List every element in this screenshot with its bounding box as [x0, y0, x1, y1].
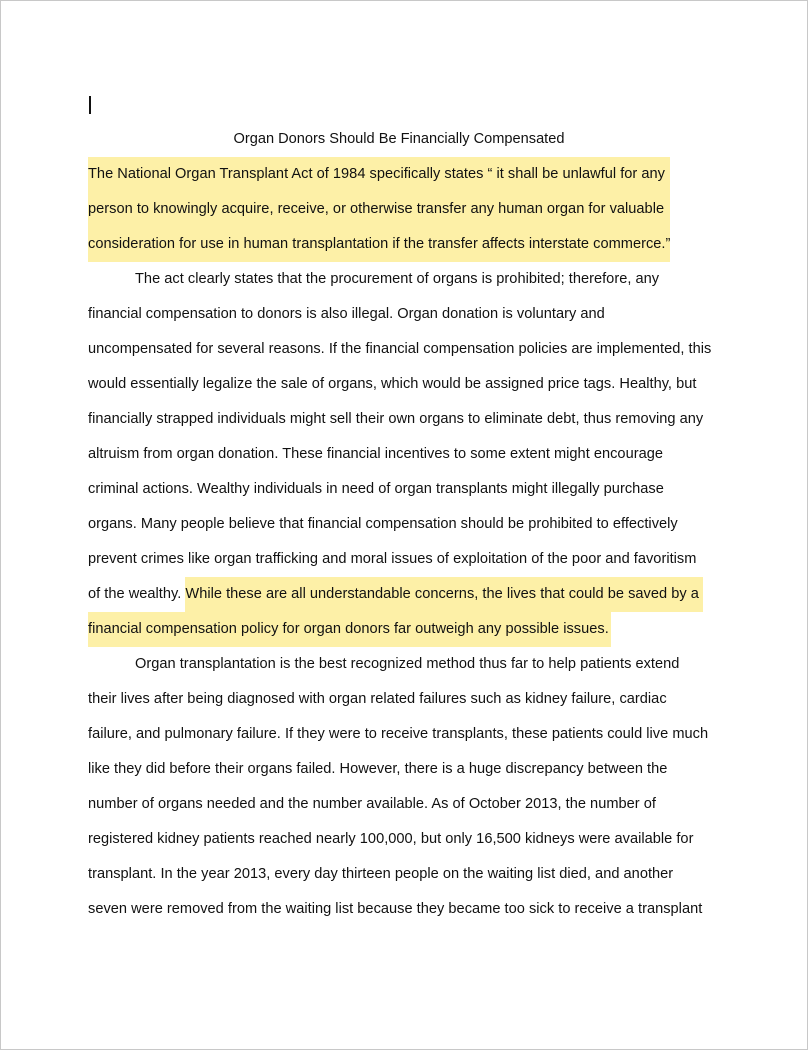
paragraph-line: seven were removed from the waiting list because they became too sick to receive a transplant	[88, 901, 703, 917]
paragraph-line: registered kidney patients reached nearly 100,000, but only 16,500 kidneys were available for	[88, 831, 694, 847]
paragraph-line: would essentially legalize the sale of organs, which would be assigned price tags. Healthy, but	[88, 376, 697, 392]
paragraph-line: their lives after being diagnosed with organ related failures such as kidney failure, cardiac	[88, 691, 667, 707]
paragraph-line: altruism from organ donation. These financial incentives to some extent might encourage	[88, 446, 663, 462]
paragraph-line: like they did before their organs failed. However, there is a huge discrepancy between the	[88, 761, 668, 777]
paragraph-line: organs. Many people believe that financial compensation should be prohibited to effectively	[88, 516, 678, 532]
paragraph-line: uncompensated for several reasons. If the financial compensation policies are implemented, this	[88, 341, 712, 357]
highlighted-text: While these are all understandable concerns, the lives that could be saved by a	[185, 577, 702, 612]
paragraph-line: financially strapped individuals might sell their own organs to eliminate debt, thus removing any	[88, 411, 704, 427]
document-title: Organ Donors Should Be Financially Compensated	[233, 131, 565, 147]
quote-line: person to knowingly acquire, receive, or otherwise transfer any human organ for valuable	[88, 192, 670, 227]
paragraph-line: failure, and pulmonary failure. If they were to receive transplants, these patients could live much	[88, 726, 709, 742]
paragraph-line: number of organs needed and the number available. As of October 2013, the number of	[88, 796, 656, 812]
paragraph-line	[88, 577, 703, 612]
paragraph-line: transplant. In the year 2013, every day thirteen people on the waiting list died, and another	[88, 866, 674, 882]
highlighted-text: financial compensation policy for organ donors far outweigh any possible issues.	[88, 612, 611, 647]
paragraph-line	[88, 612, 611, 647]
paragraph-line: The act clearly states that the procurement of organs is prohibited; therefore, any	[135, 271, 660, 287]
paragraph-line: Organ transplantation is the best recognized method thus far to help patients extend	[135, 656, 680, 672]
quote-line: The National Organ Transplant Act of 1984 specifically states “ it shall be unlawful for any	[88, 157, 670, 192]
text-cursor	[89, 96, 91, 114]
quote-line: consideration for use in human transplantation if the transfer affects interstate commerce.”	[88, 227, 670, 262]
paragraph-line: prevent crimes like organ trafficking and moral issues of exploitation of the poor and favoritism	[88, 551, 697, 567]
plain-text: of the wealthy.	[88, 586, 186, 602]
paragraph-line: financial compensation to donors is also illegal. Organ donation is voluntary and	[88, 306, 605, 322]
paragraph-line: criminal actions. Wealthy individuals in need of organ transplants might illegally purchase	[88, 481, 664, 497]
